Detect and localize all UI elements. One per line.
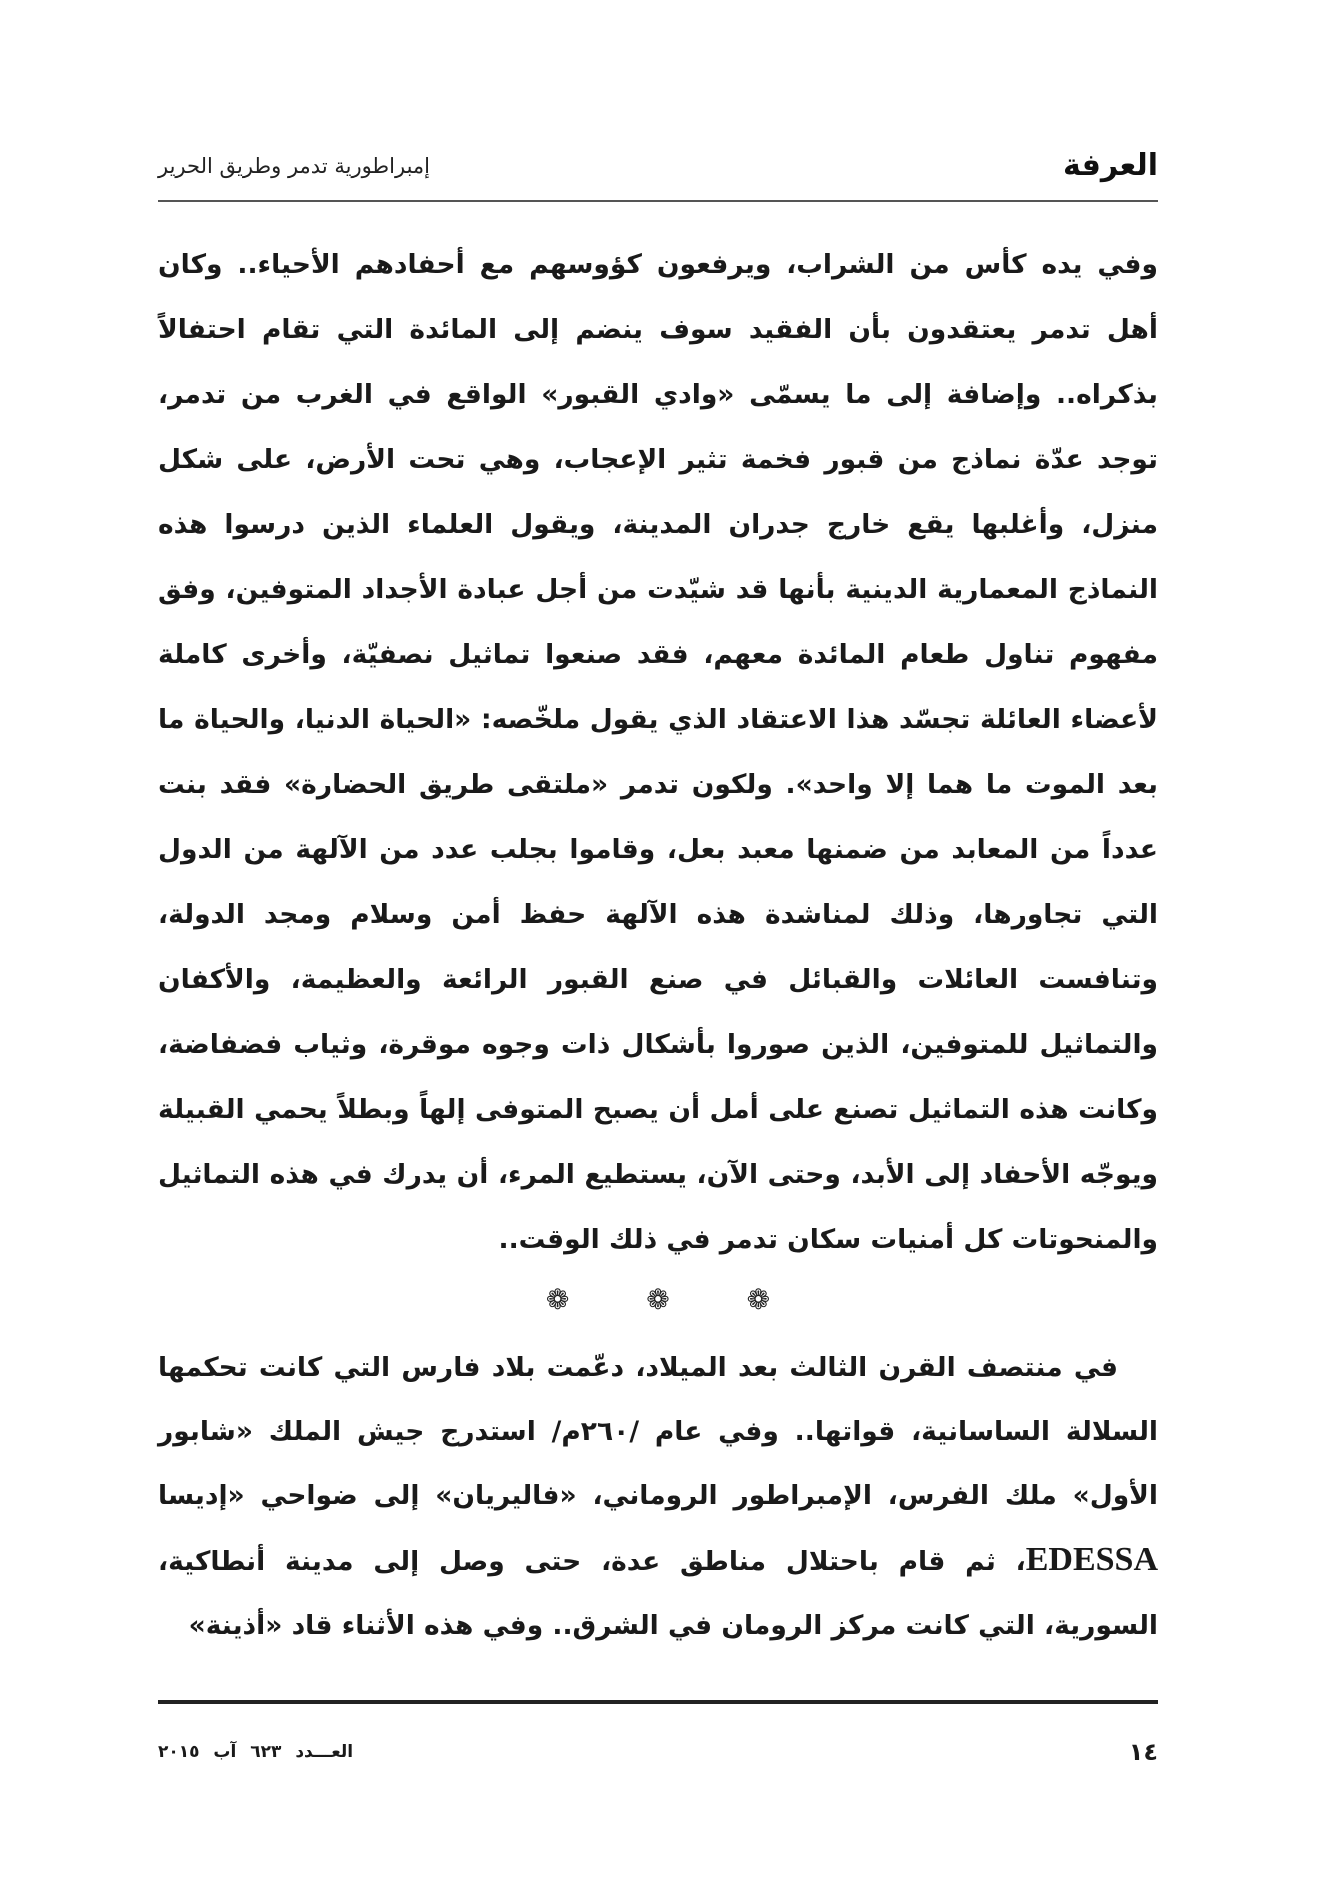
magazine-brand-logo: العرفة bbox=[1063, 148, 1158, 183]
ornament-flower-icon: ❁ bbox=[545, 1283, 570, 1316]
paragraph-1: وفي يده كأس من الشراب، ويرفعون كؤوسهم مع أحفادهم الأحياء.. وكان أهل تدمر يعتقدون بأن الفقيد سوف ينضم إلى المائدة التي تقام احتفالاً بذكراه.. وإضافة إلى ما يسمّى «وادي القبور» الواقع في الغرب من تدمر، توجد عدّة نماذج من قبور فخمة تثير الإعجاب، وهي تحت الأرض، على شكل منزل، وأغلبها يقع خارج جدران المدينة، ويقول العلماء الذين درسوا هذه النماذج المعمارية الدينية بأنها قد شيّدت من أجل عبادة الأجداد المتوفين، وفق مفهوم تناول طعام المائدة معهم، فقد صنعوا تماثيل نصفيّة، وأخرى كاملة لأعضاء العائلة تجسّد هذا الاعتقاد الذي يقول ملخّصه: «الحياة الدنيا، والحياة ما بعد الموت ما هما إلا واحد». ولكون تدمر «ملتقى طريق الحضارة» فقد بنت عدداً من المعابد من ضمنها معبد بعل، وقاموا بجلب عدد من الآلهة من الدول التي تجاورها، وذلك لمناشدة هذه الآلهة حفظ أمن وسلام ومجد الدولة، وتنافست العائلات والقبائل في صنع القبور الرائعة والعظيمة، والأكفان والتماثيل للمتوفين، الذين صوروا بأشكال ذات وجوه موقرة، وثياب فضفاضة، وكانت هذه التماثيل تصنع على أمل أن يصبح المتوفى إلهاً وبطلاً يحمي القبيلة ويوجّه الأحفاد إلى الأبد، وحتى الآن، يستطيع المرء، أن يدرك في هذه التماثيل والمنحوتات كل أمنيات سكان تدمر في ذلك الوقت.. bbox=[158, 249, 1158, 1255]
article-body bbox=[158, 232, 1158, 1272]
ornament-flower-icon: ❁ bbox=[646, 1283, 670, 1316]
issue-info: العـــدد ٦٢٣ آب ٢٠١٥ bbox=[158, 1742, 354, 1762]
article-body-continued bbox=[158, 1336, 1158, 1658]
ornament-flower-icon: ❁ bbox=[746, 1283, 771, 1316]
running-title: إمبراطورية تدمر وطريق الحرير bbox=[158, 154, 430, 178]
page-number: ١٤ bbox=[1128, 1738, 1158, 1766]
footer-divider bbox=[158, 1700, 1158, 1704]
latin-term: EDESSA bbox=[1025, 1541, 1158, 1578]
header-divider bbox=[158, 200, 1158, 202]
page-header bbox=[158, 148, 1158, 196]
paragraph-2-part-a: في منتصف القرن الثالث بعد الميلاد، دعّمت بلاد فارس التي كانت تحكمها السلالة الساسانية، قواتها.. وفي عام /٢٦٠م/ استدرج جيش الملك «شابور الأول» ملك الفرس، الإمبراطور الروماني، «فاليريان» إلى ضواحي «إديسا bbox=[158, 1352, 1158, 1511]
section-separator bbox=[158, 1283, 1158, 1316]
paragraph-2 bbox=[158, 1336, 1158, 1658]
page-footer bbox=[158, 1738, 1158, 1774]
paragraph-2-part-b: ، ثم قام باحتلال مناطق عدة، حتى وصل إلى مدينة أنطاكية، السورية، التي كانت مركز الرومان في الشرق.. وفي هذه الأثناء قاد «أذينة» bbox=[158, 1546, 1158, 1641]
